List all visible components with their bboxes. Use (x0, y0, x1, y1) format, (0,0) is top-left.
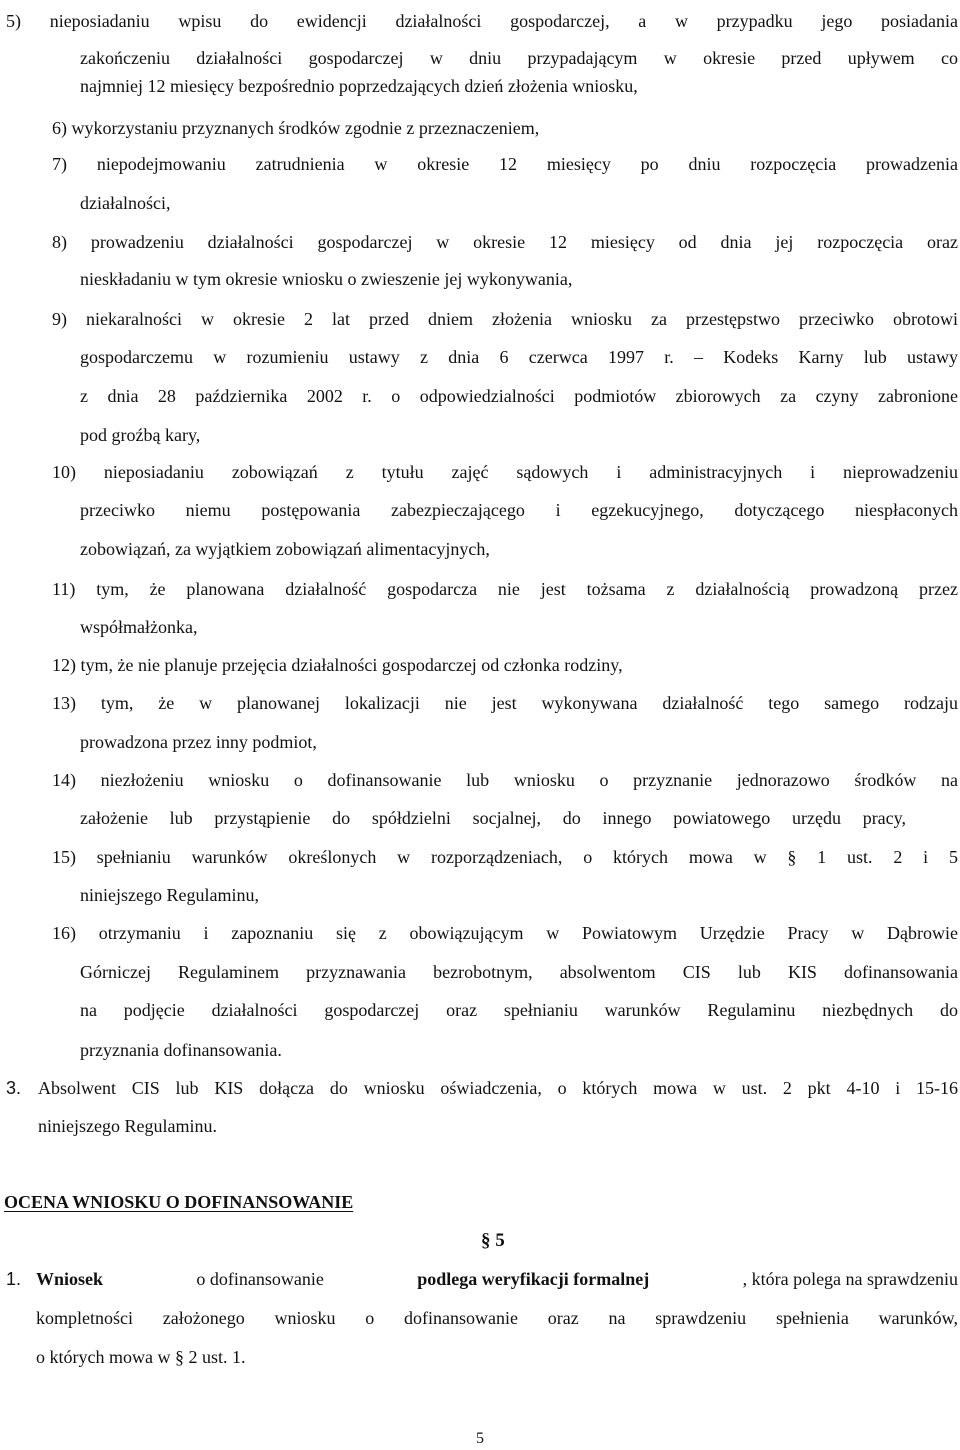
list-number: 3. (6, 1078, 22, 1098)
text-line: pod groźbą kary, (80, 425, 201, 445)
text-line: działalności, (80, 193, 171, 213)
bold-term: Wniosek (36, 1269, 104, 1289)
text-line: kompletności założonego wniosku o dofinansowanie oraz na sprawdzeniu spełnienia warunków, (36, 1308, 958, 1328)
text-line: Absolwent CIS lub KIS dołącza do wniosku oświadczenia, o których mowa w ust. 2 pkt 4-10 i 15-16 (38, 1078, 958, 1098)
text-line: przeciwko niemu postępowania zabezpieczającego i egzekucyjnego, dotyczącego niespłaconych (80, 500, 958, 520)
text-line: przyznania dofinansowania. (80, 1040, 282, 1060)
text-line: na podjęcie działalności gospodarczej oraz spełnianiu warunków Regulaminu niezbędnych do (80, 1000, 958, 1020)
section-heading: OCENA WNIOSKU O DOFINANSOWANIE (4, 1192, 354, 1212)
text-line: gospodarczemu w rozumieniu ustawy z dnia 6 czerwca 1997 r. – Kodeks Karny lub ustawy (80, 347, 958, 367)
text-line: najmniej 12 miesięcy bezpośrednio poprzedzających dzień złożenia wniosku, (80, 76, 638, 96)
text-line: 12) tym, że nie planuje przejęcia działalności gospodarczej od członka rodziny, (52, 655, 623, 675)
text-line: 15) spełnianiu warunków określonych w rozporządzeniach, o których mowa w § 1 ust. 2 i 5 (52, 847, 958, 867)
text-line: 14) niezłożeniu wniosku o dofinansowanie lub wniosku o przyznanie jednorazowo środków na (52, 770, 958, 790)
text-fragment: , która polega na sprawdzeniu (742, 1269, 958, 1289)
text-line: nieskładaniu w tym okresie wniosku o zwieszenie jej wykonywania, (80, 269, 573, 289)
text-line: 11) tym, że planowana działalność gospodarcza nie jest tożsama z działalnością prowadzoną przez (52, 579, 958, 599)
bold-term: podlega weryfikacji formalnej (417, 1269, 650, 1289)
text-line: zakończeniu działalności gospodarczej w dniu przypadającym w okresie przed upływem co (80, 48, 958, 68)
text-line: prowadzona przez inny podmiot, (80, 732, 317, 752)
text-line: 16) otrzymaniu i zapoznaniu się z obowiązującym w Powiatowym Urzędzie Pracy w Dąbrowie (52, 923, 958, 943)
text-line: 7) niepodejmowaniu zatrudnienia w okresie 12 miesięcy po dniu rozpoczęcia prowadzenia (52, 154, 958, 174)
page-number: 5 (476, 1430, 484, 1447)
text-line: niniejszego Regulaminu. (38, 1116, 217, 1136)
text-line: Górniczej Regulaminem przyznawania bezrobotnym, absolwentom CIS lub KIS dofinansowania (80, 962, 958, 982)
text-line: 9) niekaralności w okresie 2 lat przed dniem złożenia wniosku za przestępstwo przeciwko obrotowi (52, 309, 958, 329)
text-line: 5) nieposiadaniu wpisu do ewidencji działalności gospodarczej, a w przypadku jego posiadania (6, 11, 958, 31)
text-line: założenie lub przystąpienie do spółdzielni socjalnej, do innego powiatowego urzędu pracy, (80, 808, 906, 828)
text-line: 6) wykorzystaniu przyznanych środków zgodnie z przeznaczeniem, (52, 118, 540, 138)
text-line: 13) tym, że w planowanej lokalizacji nie jest wykonywana działalność tego samego rodzaju (52, 693, 958, 713)
text-line: o których mowa w § 2 ust. 1. (36, 1347, 246, 1367)
text-line: z dnia 28 października 2002 r. o odpowiedzialności podmiotów zbiorowych za czyny zabronione (80, 386, 958, 406)
text-line: zobowiązań, za wyjątkiem zobowiązań alimentacyjnych, (80, 539, 490, 559)
text-line: 10) nieposiadaniu zobowiązań z tytułu zajęć sądowych i administracyjnych i nieprowadzeniu (52, 462, 958, 482)
list-number: 1. (6, 1269, 22, 1289)
text-line (36, 1268, 958, 1290)
text-line: współmałżonka, (80, 617, 198, 637)
text-line: 8) prowadzeniu działalności gospodarczej w okresie 12 miesięcy od dnia jej rozpoczęcia oraz (52, 232, 958, 252)
text-fragment: o dofinansowanie (196, 1269, 324, 1289)
section-sign: § 5 (481, 1230, 505, 1251)
text-line: niniejszego Regulaminu, (80, 885, 259, 905)
